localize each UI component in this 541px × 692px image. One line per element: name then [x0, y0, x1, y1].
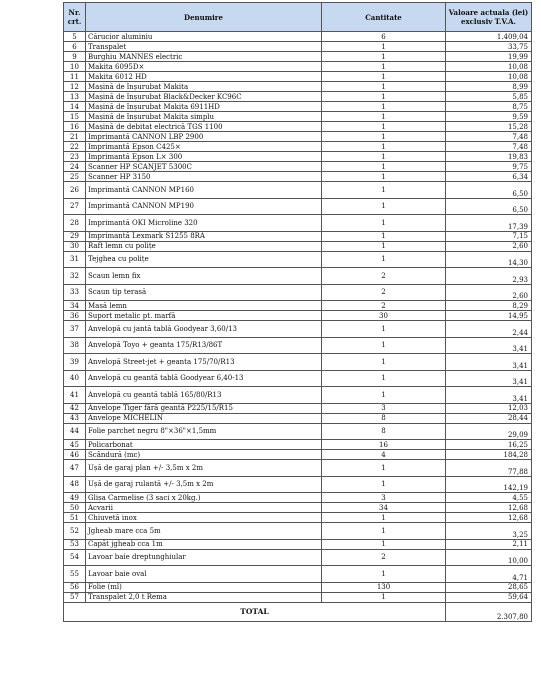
row-cantitate-cell: 1 — [322, 387, 446, 404]
row-denumire-cell: Ușă de garaj plan +/- 3,5m x 2m — [86, 460, 322, 477]
row-denumire-cell: Imprimantă Epson L× 300 — [86, 152, 322, 162]
row-cantitate-cell: 34 — [322, 503, 446, 513]
table-row — [64, 92, 532, 102]
row-cantitate-cell: 1 — [322, 42, 446, 52]
row-denumire-cell: Scaun lemn fix — [86, 268, 322, 285]
row-nr-cell: 49 — [64, 493, 86, 503]
table-row — [64, 539, 532, 549]
row-denumire-cell: Anvelopă cu geantă tablă Goodyear 6,40-13 — [86, 370, 322, 387]
table-row — [64, 52, 532, 62]
row-cantitate-cell: 6 — [322, 32, 446, 42]
table-row — [64, 476, 532, 493]
row-valoare-cell: 3,25 — [446, 523, 532, 540]
row-cantitate-cell: 1 — [322, 132, 446, 142]
row-nr-cell: 23 — [64, 152, 86, 162]
row-cantitate-cell: 1 — [322, 231, 446, 241]
row-valoare-cell: 142,19 — [446, 476, 532, 493]
row-valoare-cell: 6,50 — [446, 198, 532, 215]
row-denumire-cell: Masă lemn — [86, 301, 322, 311]
table-row — [64, 102, 532, 112]
table-row — [64, 301, 532, 311]
row-valoare-cell: 6,50 — [446, 182, 532, 199]
row-cantitate-cell: 1 — [322, 370, 446, 387]
row-nr-cell: 5 — [64, 32, 86, 42]
row-denumire-cell: Scândură (mc) — [86, 450, 322, 460]
row-valoare-cell: 2,60 — [446, 241, 532, 251]
row-nr-cell: 11 — [64, 72, 86, 82]
row-nr-cell: 47 — [64, 460, 86, 477]
row-denumire-cell: Anvelopă Street-jet + geanta 175/70/R13 — [86, 354, 322, 371]
row-nr-cell: 16 — [64, 122, 86, 132]
row-cantitate-cell: 1 — [322, 241, 446, 251]
row-nr-cell: 51 — [64, 513, 86, 523]
row-cantitate-cell: 1 — [322, 122, 446, 132]
row-nr-cell: 12 — [64, 82, 86, 92]
table-row — [64, 172, 532, 182]
row-denumire-cell: Lavoar baie oval — [86, 566, 322, 583]
row-valoare-cell: 3,41 — [446, 370, 532, 387]
row-valoare-cell: 8,99 — [446, 82, 532, 92]
row-cantitate-cell: 2 — [322, 549, 446, 566]
row-valoare-cell: 29,09 — [446, 423, 532, 440]
row-denumire-cell: Mașină de înșurubat Makita simplu — [86, 112, 322, 122]
row-nr-cell: 34 — [64, 301, 86, 311]
row-denumire-cell: Burghiu MANNES electric — [86, 52, 322, 62]
row-nr-cell: 43 — [64, 413, 86, 423]
row-nr-cell: 29 — [64, 231, 86, 241]
row-nr-cell: 14 — [64, 102, 86, 112]
row-cantitate-cell: 1 — [322, 539, 446, 549]
row-nr-cell: 22 — [64, 142, 86, 152]
row-denumire-cell: Anvelope MICHELIN — [86, 413, 322, 423]
row-nr-cell: 21 — [64, 132, 86, 142]
row-denumire-cell: Policarbonat — [86, 440, 322, 450]
row-denumire-cell: Anvelopă Toyo + geanta 175/R13/86T — [86, 337, 322, 354]
row-nr-cell: 57 — [64, 592, 86, 602]
row-cantitate-cell: 16 — [322, 440, 446, 450]
row-cantitate-cell: 130 — [322, 582, 446, 592]
row-valoare-cell: 10,08 — [446, 62, 532, 72]
row-valoare-cell: 6,34 — [446, 172, 532, 182]
row-denumire-cell: Folie parchet negru 8"×36"×1,5mm — [86, 423, 322, 440]
row-valoare-cell: 2,93 — [446, 268, 532, 285]
row-cantitate-cell: 2 — [322, 284, 446, 301]
table-row — [64, 152, 532, 162]
row-denumire-cell: Suport metalic pt. marfă — [86, 311, 322, 321]
row-denumire-cell: Ușă de garaj rulantă +/- 3,5m x 2m — [86, 476, 322, 493]
table-row — [64, 460, 532, 477]
row-denumire-cell: Imprimantă Lexmark S1255 8RA — [86, 231, 322, 241]
row-nr-cell: 42 — [64, 403, 86, 413]
row-valoare-cell: 28,65 — [446, 582, 532, 592]
row-cantitate-cell: 1 — [322, 215, 446, 232]
table-row — [64, 413, 532, 423]
table-row — [64, 582, 532, 592]
row-denumire-cell: Imprimantă Epson C425× — [86, 142, 322, 152]
row-denumire-cell: Cărucior aluminiu — [86, 32, 322, 42]
row-nr-cell: 26 — [64, 182, 86, 199]
row-nr-cell: 56 — [64, 582, 86, 592]
row-nr-cell: 45 — [64, 440, 86, 450]
row-nr-cell: 36 — [64, 311, 86, 321]
row-denumire-cell: Imprimantă OKI Microline 320 — [86, 215, 322, 232]
row-cantitate-cell: 1 — [322, 162, 446, 172]
row-nr-cell: 28 — [64, 215, 86, 232]
row-cantitate-cell: 1 — [322, 513, 446, 523]
table-row — [64, 72, 532, 82]
row-valoare-cell: 184,28 — [446, 450, 532, 460]
row-denumire-cell: Scanner HP 3150 — [86, 172, 322, 182]
row-denumire-cell: Mașină de înșurubat Black&Decker KC96C — [86, 92, 322, 102]
table-row — [64, 215, 532, 232]
row-cantitate-cell: 1 — [322, 198, 446, 215]
table-row — [64, 241, 532, 251]
row-cantitate-cell: 8 — [322, 413, 446, 423]
row-nr-cell: 40 — [64, 370, 86, 387]
row-denumire-cell: Tejghea cu polițe — [86, 251, 322, 268]
row-nr-cell: 41 — [64, 387, 86, 404]
table-row — [64, 182, 532, 199]
table-row — [64, 370, 532, 387]
header-valoare: Valoare actuala (lei) exclusiv T.V.A. — [446, 3, 532, 32]
table-row — [64, 142, 532, 152]
row-cantitate-cell: 1 — [322, 251, 446, 268]
table-row — [64, 42, 532, 52]
row-valoare-cell: 4,55 — [446, 493, 532, 503]
row-cantitate-cell: 1 — [322, 354, 446, 371]
table-row — [64, 592, 532, 602]
inventory-sheet — [63, 2, 531, 622]
row-valoare-cell: 14,95 — [446, 311, 532, 321]
row-cantitate-cell: 2 — [322, 301, 446, 311]
row-cantitate-cell: 4 — [322, 450, 446, 460]
row-cantitate-cell: 3 — [322, 493, 446, 503]
table-row — [64, 450, 532, 460]
row-denumire-cell: Imprimantă CANNON MP190 — [86, 198, 322, 215]
table-row — [64, 321, 532, 338]
table-row — [64, 423, 532, 440]
row-nr-cell: 10 — [64, 62, 86, 72]
row-cantitate-cell: 1 — [322, 142, 446, 152]
row-cantitate-cell: 1 — [322, 112, 446, 122]
row-nr-cell: 37 — [64, 321, 86, 338]
row-denumire-cell: Anvelopă cu jantă tablă Goodyear 3,60/13 — [86, 321, 322, 338]
total-label: TOTAL — [64, 602, 446, 621]
table-row — [64, 440, 532, 450]
row-nr-cell: 53 — [64, 539, 86, 549]
inventory-table — [63, 2, 532, 622]
row-nr-cell: 39 — [64, 354, 86, 371]
row-valoare-cell: 28,44 — [446, 413, 532, 423]
table-row — [64, 523, 532, 540]
table-row — [64, 566, 532, 583]
row-valoare-cell: 17,39 — [446, 215, 532, 232]
row-valoare-cell: 19,99 — [446, 52, 532, 62]
row-denumire-cell: Mașină de înșurubat Makita — [86, 82, 322, 92]
row-nr-cell: 30 — [64, 241, 86, 251]
row-denumire-cell: Lavoar baie dreptunghiular — [86, 549, 322, 566]
row-denumire-cell: Transpalet — [86, 42, 322, 52]
row-valoare-cell: 4,71 — [446, 566, 532, 583]
row-cantitate-cell: 2 — [322, 268, 446, 285]
row-valoare-cell: 7,48 — [446, 142, 532, 152]
row-valoare-cell: 12,03 — [446, 403, 532, 413]
table-row — [64, 503, 532, 513]
table-row — [64, 268, 532, 285]
row-denumire-cell: Scanner HP SCANJET 5300C — [86, 162, 322, 172]
row-denumire-cell: Chiuvetă inox — [86, 513, 322, 523]
table-row — [64, 311, 532, 321]
row-valoare-cell: 12,68 — [446, 513, 532, 523]
row-nr-cell: 6 — [64, 42, 86, 52]
row-cantitate-cell: 1 — [322, 152, 446, 162]
row-valoare-cell: 3,41 — [446, 387, 532, 404]
row-cantitate-cell: 1 — [322, 460, 446, 477]
row-valoare-cell: 33,75 — [446, 42, 532, 52]
total-value: 2.307,80 — [446, 602, 532, 621]
row-nr-cell: 24 — [64, 162, 86, 172]
row-valoare-cell: 2,11 — [446, 539, 532, 549]
table-row — [64, 337, 532, 354]
row-valoare-cell: 9,59 — [446, 112, 532, 122]
row-nr-cell: 31 — [64, 251, 86, 268]
table-row — [64, 231, 532, 241]
row-nr-cell: 32 — [64, 268, 86, 285]
row-valoare-cell: 10,00 — [446, 549, 532, 566]
table-row — [64, 198, 532, 215]
table-row — [64, 112, 532, 122]
row-denumire-cell: Mașină de debitat electrică TGS 1100 — [86, 122, 322, 132]
table-row — [64, 82, 532, 92]
row-valoare-cell: 77,88 — [446, 460, 532, 477]
row-valoare-cell: 15,28 — [446, 122, 532, 132]
row-valoare-cell: 19,83 — [446, 152, 532, 162]
row-valoare-cell: 3,41 — [446, 337, 532, 354]
row-denumire-cell: Anvelope Tiger fără geantă P225/15/R15 — [86, 403, 322, 413]
row-cantitate-cell: 1 — [322, 92, 446, 102]
table-header — [64, 3, 532, 32]
row-nr-cell: 9 — [64, 52, 86, 62]
row-nr-cell: 44 — [64, 423, 86, 440]
row-valoare-cell: 59,64 — [446, 592, 532, 602]
row-denumire-cell: Anvelopă cu geantă tablă 165/80/R13 — [86, 387, 322, 404]
table-row — [64, 162, 532, 172]
row-cantitate-cell: 1 — [322, 476, 446, 493]
row-cantitate-cell: 1 — [322, 337, 446, 354]
row-nr-cell: 52 — [64, 523, 86, 540]
row-nr-cell: 15 — [64, 112, 86, 122]
row-nr-cell: 50 — [64, 503, 86, 513]
row-valoare-cell: 10,08 — [446, 72, 532, 82]
row-cantitate-cell: 1 — [322, 182, 446, 199]
header-denumire: Denumire — [86, 3, 322, 32]
row-cantitate-cell: 1 — [322, 523, 446, 540]
row-denumire-cell: Mașină de înșurubat Makita 6911HD — [86, 102, 322, 112]
row-cantitate-cell: 30 — [322, 311, 446, 321]
row-valoare-cell: 8,75 — [446, 102, 532, 112]
row-nr-cell: 55 — [64, 566, 86, 583]
table-row — [64, 32, 532, 42]
row-cantitate-cell: 1 — [322, 321, 446, 338]
table-row — [64, 493, 532, 503]
row-valoare-cell: 12,68 — [446, 503, 532, 513]
row-valoare-cell: 1.409,04 — [446, 32, 532, 42]
row-denumire-cell: Makita 6095D× — [86, 62, 322, 72]
row-denumire-cell: Capăt jgheab cca 1m — [86, 539, 322, 549]
row-denumire-cell: Acvarii — [86, 503, 322, 513]
row-cantitate-cell: 1 — [322, 82, 446, 92]
row-valoare-cell: 3,41 — [446, 354, 532, 371]
table-footer — [64, 602, 532, 621]
row-denumire-cell: Makita 6012 HD — [86, 72, 322, 82]
row-nr-cell: 27 — [64, 198, 86, 215]
table-row — [64, 387, 532, 404]
row-nr-cell: 33 — [64, 284, 86, 301]
table-row — [64, 549, 532, 566]
table-row — [64, 513, 532, 523]
row-cantitate-cell: 1 — [322, 172, 446, 182]
row-cantitate-cell: 8 — [322, 423, 446, 440]
row-cantitate-cell: 1 — [322, 52, 446, 62]
row-nr-cell: 54 — [64, 549, 86, 566]
row-nr-cell: 48 — [64, 476, 86, 493]
table-row — [64, 62, 532, 72]
row-cantitate-cell: 1 — [322, 102, 446, 112]
table-body — [64, 32, 532, 603]
row-nr-cell: 46 — [64, 450, 86, 460]
row-valoare-cell: 7,15 — [446, 231, 532, 241]
row-cantitate-cell: 1 — [322, 72, 446, 82]
row-valoare-cell: 2,60 — [446, 284, 532, 301]
row-nr-cell: 38 — [64, 337, 86, 354]
row-denumire-cell: Folie (ml) — [86, 582, 322, 592]
row-denumire-cell: Jgheab mare cca 5m — [86, 523, 322, 540]
table-row — [64, 284, 532, 301]
row-valoare-cell: 5,85 — [446, 92, 532, 102]
row-nr-cell: 25 — [64, 172, 86, 182]
table-row — [64, 403, 532, 413]
header-nr: Nr. crt. — [64, 3, 86, 32]
row-cantitate-cell: 1 — [322, 592, 446, 602]
row-denumire-cell: Imprimantă CANNON LBP 2900 — [86, 132, 322, 142]
row-valoare-cell: 7,48 — [446, 132, 532, 142]
table-row — [64, 132, 532, 142]
row-valoare-cell: 14,30 — [446, 251, 532, 268]
header-cantitate: Cantitate — [322, 3, 446, 32]
row-valoare-cell: 16,25 — [446, 440, 532, 450]
row-cantitate-cell: 1 — [322, 62, 446, 72]
row-valoare-cell: 9,75 — [446, 162, 532, 172]
table-row — [64, 354, 532, 371]
row-denumire-cell: Imprimantă CANNON MP160 — [86, 182, 322, 199]
row-nr-cell: 13 — [64, 92, 86, 102]
row-cantitate-cell: 1 — [322, 566, 446, 583]
row-cantitate-cell: 3 — [322, 403, 446, 413]
row-valoare-cell: 2,44 — [446, 321, 532, 338]
row-denumire-cell: Raft lemn cu polițe — [86, 241, 322, 251]
row-valoare-cell: 8,29 — [446, 301, 532, 311]
row-denumire-cell: Glișa Carmelise (3 saci x 20kg.) — [86, 493, 322, 503]
row-denumire-cell: Transpalet 2,0 t Rema — [86, 592, 322, 602]
table-row — [64, 251, 532, 268]
row-denumire-cell: Scaun tip terasă — [86, 284, 322, 301]
table-row — [64, 122, 532, 132]
